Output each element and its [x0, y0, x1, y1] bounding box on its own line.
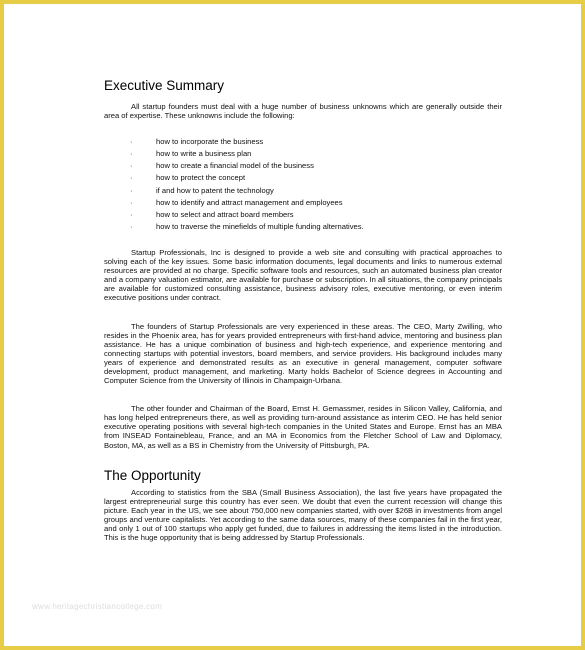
bullet-icon: ·	[130, 197, 133, 207]
startup-professionals-paragraph: Startup Professionals, Inc is designed to provide a web site and consulting with practical approaches to solving each of the key issues. Some basic information documents, legal documents and links to numerous external resources are provided at no charge. Specific software tools and resources, such an automated business plan creator and a company valuation estimator, are available for purchase or subscription. In all situations, the company principals are available for customized consulting assistance, business advisory roles, executive mentoring, or even interim executive positions under contract.	[104, 247, 502, 303]
bullet-icon: ·	[130, 161, 133, 171]
list-item: · how to protect the concept	[104, 172, 502, 184]
opportunity-paragraph: According to statistics from the SBA (Small Business Association), the last five years have propagated the largest entrepreneurial surge this country has ever seen. We doubt that even the current recession will change this picture. Each year in the US, we see about 750,000 new companies started, with over $26B in investments from angel groups and venture capitalists. Yet according to the same data sources, many of these companies fail in the first year, and only 1 out of 100 startups who apply get funded, due to failures in addressing the items listed in the introduction. This is the huge opportunity that is being addressed by Startup Professionals.	[104, 487, 502, 543]
list-item: · how to traverse the minefields of multiple funding alternatives.	[104, 221, 502, 233]
list-item: · how to write a business plan	[104, 148, 502, 160]
bullet-icon: ·	[130, 173, 133, 183]
bullet-icon: ·	[130, 137, 133, 147]
intro-paragraph: All startup founders must deal with a huge number of business unknowns which are generally outside their area of expertise. These unknowns include the following:	[104, 102, 502, 121]
bullet-icon: ·	[130, 185, 133, 195]
unknowns-list	[104, 136, 502, 233]
list-item: · how to identify and attract management and employees	[104, 197, 502, 209]
executive-summary-heading: Executive Summary	[104, 78, 225, 93]
document-page	[104, 78, 502, 542]
bullet-icon: ·	[130, 149, 133, 159]
watermark-text: www.heritagechristiancollege.com	[32, 602, 163, 611]
opportunity-heading: The Opportunity	[104, 467, 201, 483]
list-item: · how to select and attract board members	[104, 209, 502, 221]
list-item: · how to create a financial model of the business	[104, 160, 502, 172]
bullet-icon: ·	[130, 221, 133, 231]
founders-paragraph: The founders of Startup Professionals are very experienced in these areas. The CEO, Marty Zwilling, who resides in the Phoenix area, has for years provided entrepreneurs with first-hand advice, mentoring and business plan assistance. He has a unique combination of business and high-tech experience, and experience mentoring and connecting startups with potential investors, board members, and service providers. His background includes many years of experience and demonstrated results as an executive in general management, computer software development, product management, and marketing. Marty holds Bachelor of Science degrees in Accounting and Computer Science from the University of Illinois in Champaign-Urbana.	[104, 321, 502, 386]
list-item: · if and how to patent the technology	[104, 185, 502, 197]
bullet-icon: ·	[130, 209, 133, 219]
chairman-paragraph: The other founder and Chairman of the Board, Ernst H. Gemassmer, resides in Silicon Valley, California, and has long helped entrepreneurs there, as well as providing turn-around assistance as interim CEO. He has held senior executive operating positions with several high-tech companies in the United States and Europe. Ernst has an MBA from INSEAD Fontainebleau, France, and an MA in Economics from the Fletcher School of Law and Diplomacy, Boston, MA, as well as a BS in Chemistry from the University of Pittsburgh, PA.	[104, 404, 502, 450]
list-item: · how to incorporate the business	[104, 136, 502, 148]
